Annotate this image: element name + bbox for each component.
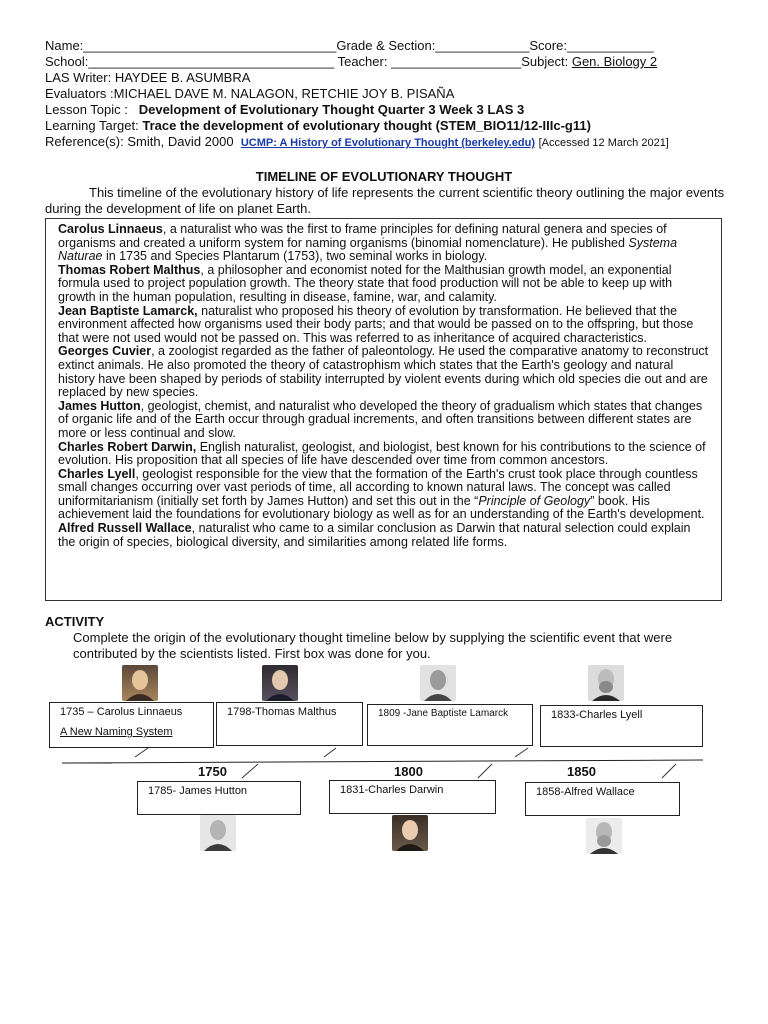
timeline-box-malthus[interactable]: 1798-Thomas Malthus xyxy=(216,702,363,746)
lesson-topic: Lesson Topic : Development of Evolutionary Thought Quarter 3 Week 3 LAS 3 xyxy=(45,102,525,117)
entry-wallace: Alfred Russell Wallace, naturalist who came to a similar conclusion as Darwin that natural selection could explain the origin of species, biological diversity, and similarities among related life forms. xyxy=(58,521,691,549)
timeline-box-lyell[interactable]: 1833-Charles Lyell xyxy=(540,705,703,747)
evaluators: Evaluators :MICHAEL DAVE M. NALAGON, RETCHIE JOY B. PISAÑA xyxy=(45,86,455,101)
entry-cuvier: Georges Cuvier, a zoologist regarded as the father of paleontology. He used the comparative anatomy to reconstruct extinct animals. He also promoted the theory of catastrophism which states that the Earth's geology and natural history have been shaped by periods of stability interrupted by violent events during which old species die out and are replaced by new species. xyxy=(58,344,709,400)
timeline-box-lamarck[interactable]: 1809 -Jane Baptiste Lamarck xyxy=(367,704,533,746)
subject-value: Gen. Biology 2 xyxy=(571,54,658,69)
entry-hutton: James Hutton, geologist, chemist, and naturalist who developed the theory of gradualism which states that changes of organic life and of the Earth occur through gradual increments, and often transitions between different states are more or less continual and slow. xyxy=(58,398,703,440)
reference-link[interactable]: UCMP: A History of Evolutionary Thought (berkeley.edu) xyxy=(240,137,535,149)
entry-malthus: Thomas Robert Malthus, a philosopher and economist noted for the Malthusian growth model, an exponential formula used to project population growth. The theory state that food production will not be able to keep up with growth in the human population, resulting in disease, famine, war, and calamity. xyxy=(58,262,673,304)
score-blank[interactable]: ____________ xyxy=(566,38,654,53)
name-blank[interactable]: ___________________________________ xyxy=(83,38,337,53)
learning-target: Learning Target: Trace the development of evolutionary thought (STEM_BIO11/12-IIIc-g11) xyxy=(45,118,591,133)
references: Reference(s): Smith, David 2000 UCMP: A History of Evolutionary Thought (berkeley.edu) [Accessed 12 March 2021] xyxy=(45,134,669,149)
timeline-box-darwin[interactable]: 1831-Charles Darwin xyxy=(329,780,496,814)
timeline-box-linnaeus[interactable]: 1735 – Carolus Linnaeus A New Naming System xyxy=(49,702,214,748)
name-label: Name: xyxy=(45,38,84,53)
grade-blank[interactable]: _____________ xyxy=(435,38,530,53)
entry-linnaeus: Carolus Linnaeus, a naturalist who was the first to frame principles for defining natural genera and species of organisms and created a uniform system for naming organisms (binomial nomenclature). He published Systema Naturae in 1735 and Species Plantarum (1753), two seminal works in biology. xyxy=(58,222,678,264)
school-blank[interactable]: __________________________________ xyxy=(88,54,335,69)
entry-darwin: Charles Robert Darwin, English naturalist, geologist, and biologist, best known for his contributions to the science of evolution. His proposition that all species of life have descended over time from common ancestors. xyxy=(58,439,706,468)
entry-lyell: Charles Lyell, geologist responsible for the view that the formation of the Earth's crust took place through countless small changes occurring over vast periods of time, all according to known natural laws. The concept was called uniformitarianism (initially set forth by James Hutton) and set this out in the “Principle of Geology” book. His achievement laid the foundations for evolutionary biology as well as for an understanding of the Earth's development. xyxy=(58,466,705,522)
year-1850: 1850 xyxy=(567,764,596,779)
score-label: Score: xyxy=(529,38,567,53)
school-label: School: xyxy=(45,54,89,69)
las-writer: LAS Writer: HAYDEE B. ASUMBRA xyxy=(45,70,251,85)
teacher-label: Teacher: xyxy=(337,54,388,69)
intro-paragraph: This timeline of the evolutionary history of life represents the current scientific theory outlining the major events during the development of life on planet Earth. xyxy=(45,185,725,216)
subject-label: Subject: xyxy=(521,54,569,69)
year-1750: 1750 xyxy=(198,764,227,779)
activity-instructions: Complete the origin of the evolutionary thought timeline below by supplying the scientific event that were contributed by the scientists listed. First box was done for you. xyxy=(73,630,673,661)
linnaeus-answer: A New Naming System xyxy=(60,726,173,738)
entry-lamarck: Jean Baptiste Lamarck, naturalist who proposed his theory of evolution by transformation. He believed that the environment affected how organisms used their body parts; and that would be passed on to the offspring, but those that were not used would not be passed on. This was referred to as inheritance of acquired characteristics. xyxy=(58,303,694,345)
section-title: TIMELINE OF EVOLUTIONARY THOUGHT xyxy=(255,169,513,184)
timeline-box-hutton[interactable]: 1785- James Hutton xyxy=(137,781,301,815)
teacher-blank[interactable]: __________________ xyxy=(391,54,522,69)
grade-label: Grade & Section: xyxy=(336,38,436,53)
activity-heading: ACTIVITY xyxy=(45,614,105,629)
timeline-box-wallace[interactable]: 1858-Alfred Wallace xyxy=(525,782,680,816)
year-1800: 1800 xyxy=(394,764,423,779)
